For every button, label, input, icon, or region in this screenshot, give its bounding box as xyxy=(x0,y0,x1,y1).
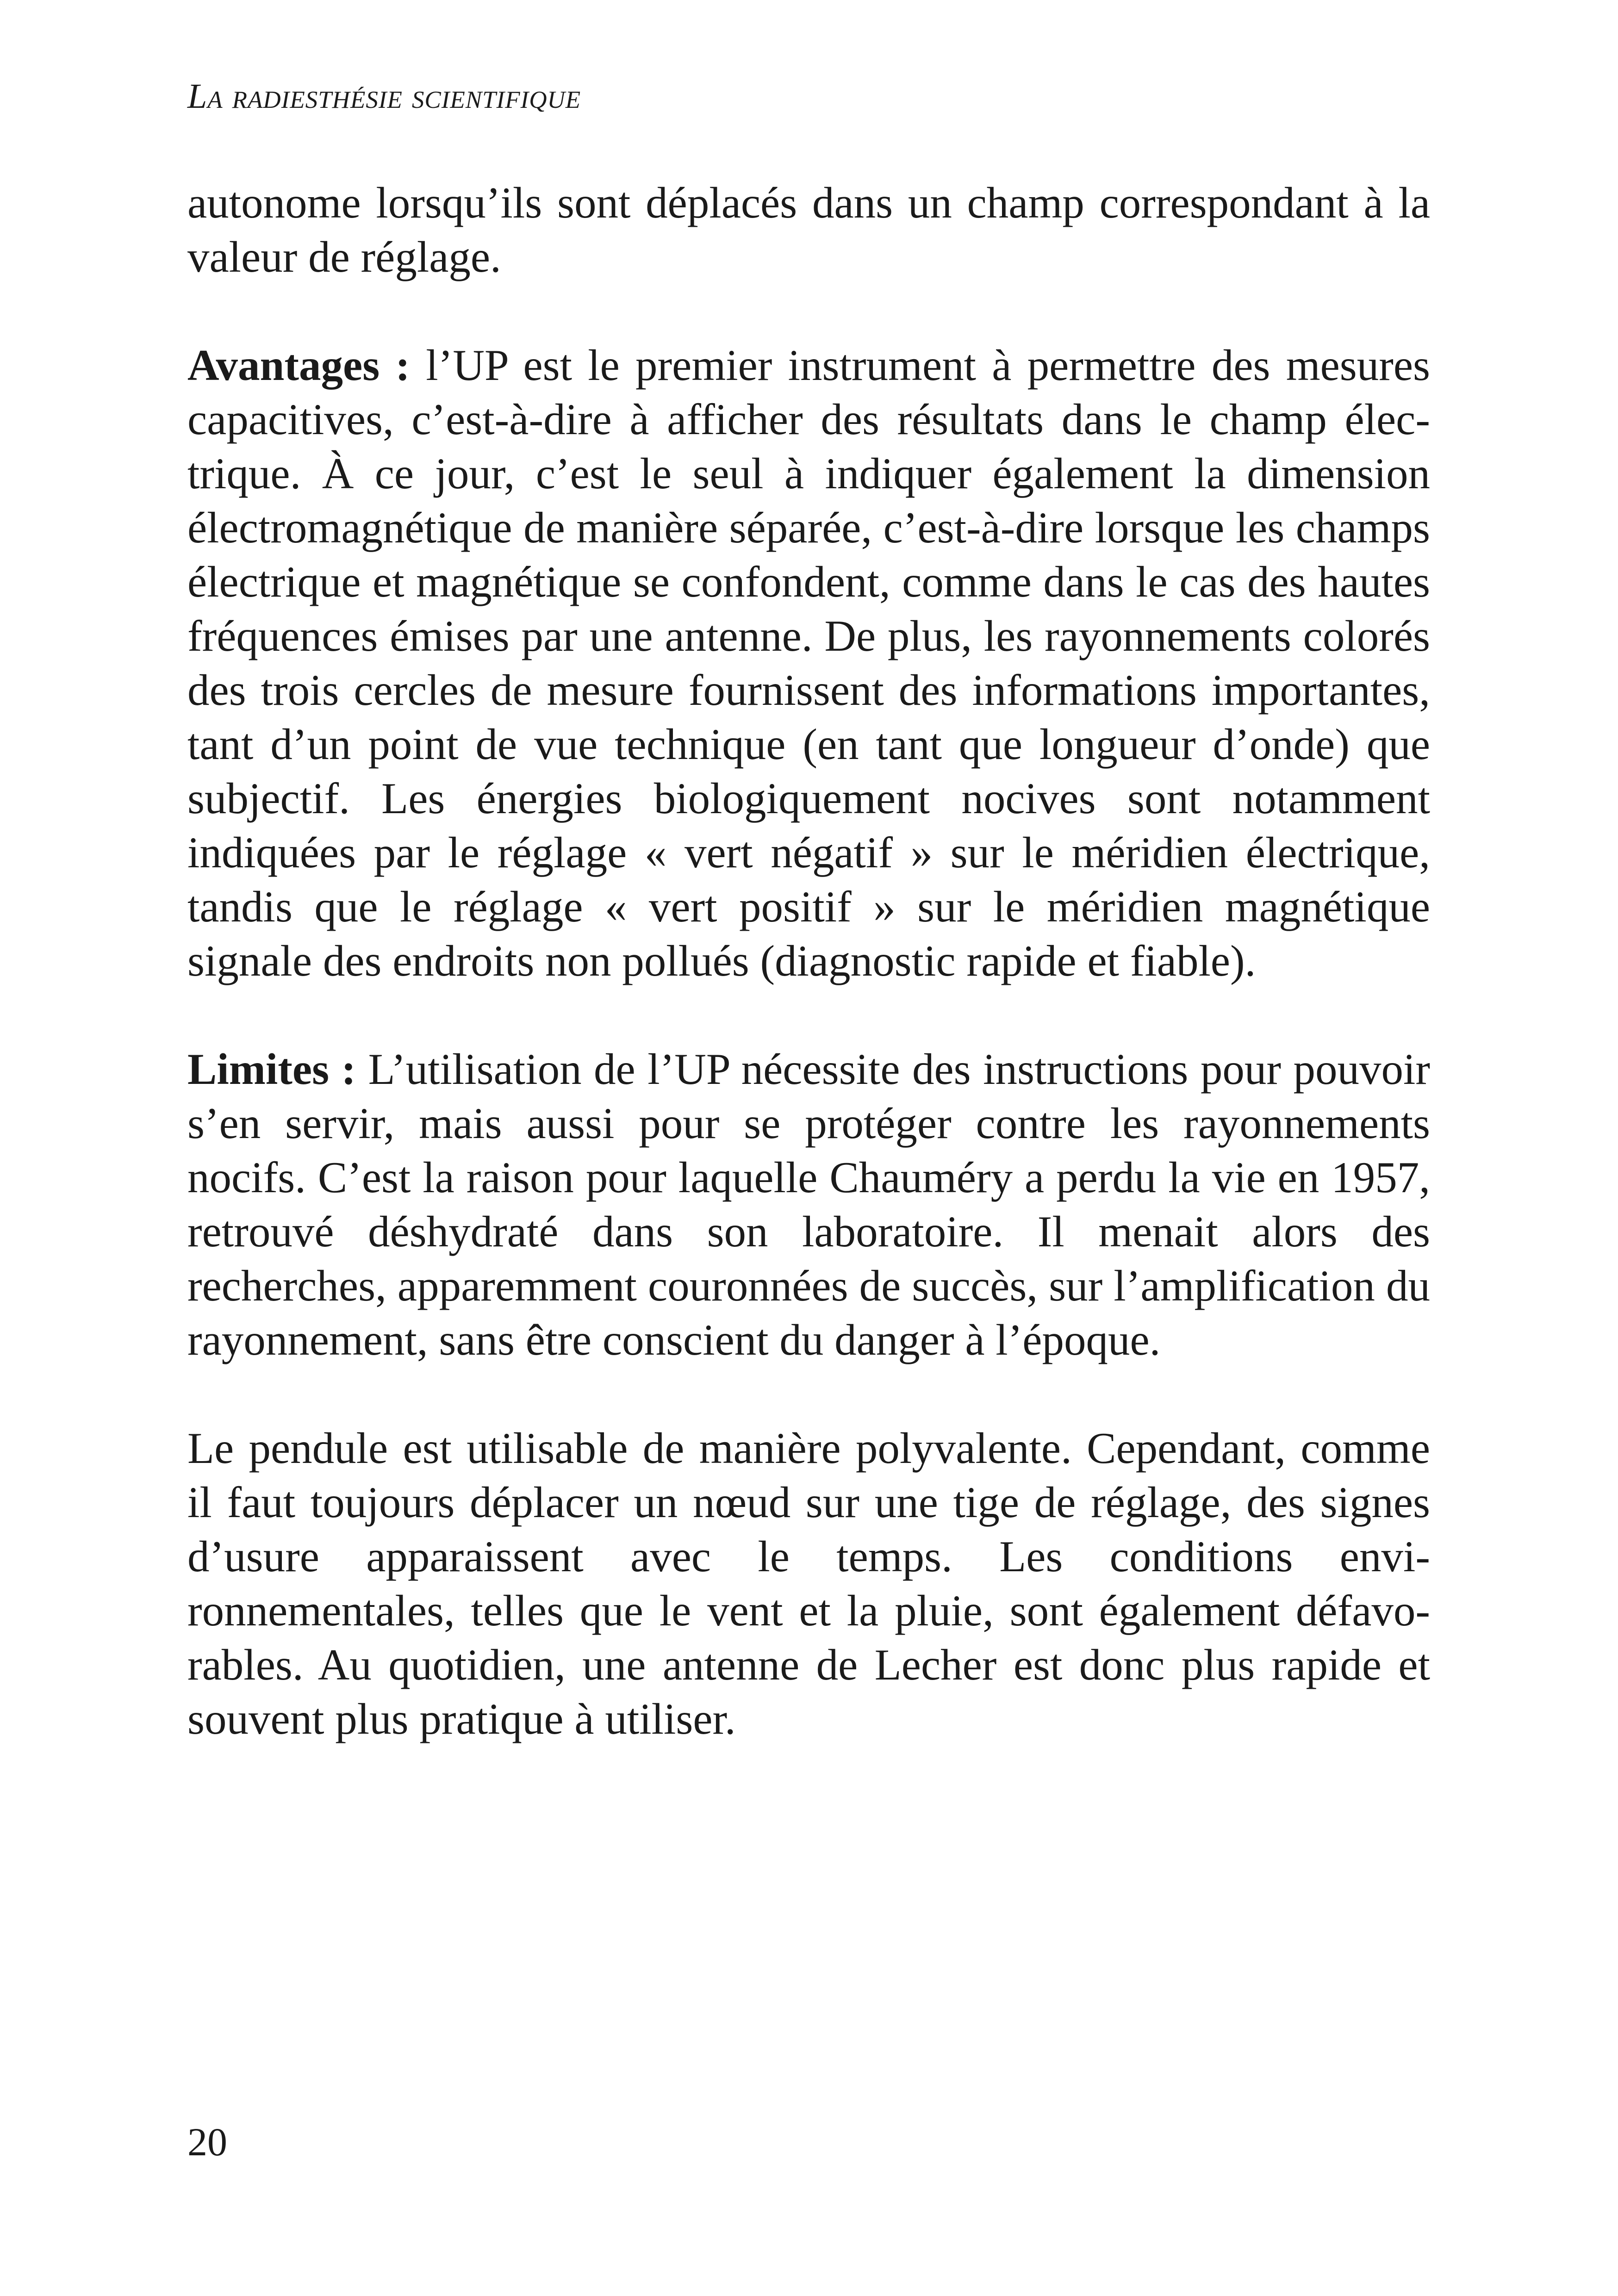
paragraph-limites xyxy=(187,1042,1430,1367)
paragraph-pendule xyxy=(187,1421,1430,1746)
running-header: La radiesthésie scientifique xyxy=(187,77,581,116)
paragraph-text: l’UP est le premier instrument à permettre des mesures capacitives, c’est-à-dire à afficher des résultats dans le champ électrique. À ce jour, c’est le seul à indiquer également la dimension électromagnétique de manière séparée, c’est-à-dire lorsque les champs électrique et magnétique se confondent, comme dans le cas des hautes fréquences émises par une antenne. De plus, les rayonnements colorés des trois cercles de mesure fournissent des informations importantes, tant d’un point de vue technique (en tant que longueur d’onde) que subjectif. Les énergies biologiquement nocives sont notamment indiquées par le réglage « vert négatif » sur le méridien électrique, tandis que le réglage « vert positif » sur le méridien magnétique signale des endroits non pollués (diagnostic rapide et fiable). xyxy=(187,341,1431,985)
paragraph-continuation xyxy=(187,176,1430,284)
paragraph-avantages xyxy=(187,338,1430,988)
paragraph-text: L’utilisation de l’UP nécessite des instructions pour pouvoir s’en servir, mais aussi pour se protéger contre les rayonnements nocifs. C’est la raison pour laquelle Chauméry a perdu la vie en 1957, retrouvé déshydraté dans son laboratoire. Il menait alors des recherches, apparemment couronnées de succès, sur l’amplification du rayonnement, sans être conscient du danger à l’époque. xyxy=(187,1045,1430,1364)
body-text xyxy=(187,176,1430,1746)
page-number: 20 xyxy=(187,2120,227,2164)
paragraph-lead: Limites : xyxy=(187,1045,356,1094)
paragraph-text: autonome lorsqu’ils sont déplacés dans un champ correspondant à la valeur de réglage. xyxy=(187,178,1430,281)
paragraph-lead: Avantages : xyxy=(187,341,411,390)
paragraph-text: Le pendule est utilisable de manière polyvalente. Cependant, comme il faut toujours déplacer un nœud sur une tige de réglage, des signes d’usure apparaissent avec le temps. Les conditions environnementales, telles que le vent et la pluie, sont également défavorables. Au quotidien, une antenne de Lecher est donc plus rapide et souvent plus pratique à utiliser. xyxy=(187,1424,1430,1743)
